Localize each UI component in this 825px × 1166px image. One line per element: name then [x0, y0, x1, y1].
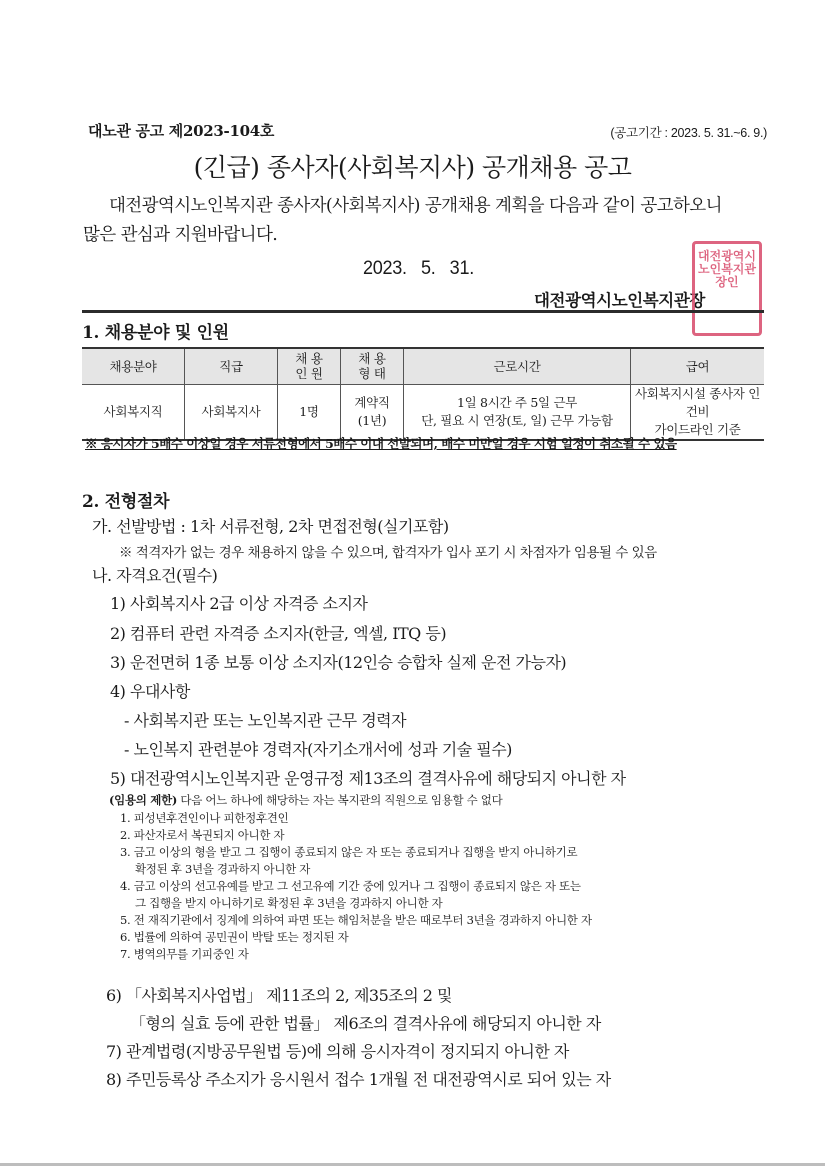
- col-header-hours: 근로시간: [404, 348, 631, 384]
- qualification-item: 4) 우대사항: [110, 682, 190, 701]
- table-row: [82, 384, 764, 440]
- qualification-item: 3) 운전면허 1종 보통 이상 소지자(12인승 승합차 실제 운전 가능자): [110, 653, 567, 672]
- restriction-item: 2. 파산자로서 복권되지 아니한 자: [120, 828, 285, 842]
- selection-method: 가. 선발방법 : 1차 서류전형, 2차 면접전형(실기포함): [92, 517, 449, 536]
- preference-item: - 사회복지관 또는 노인복지관 근무 경력자: [124, 711, 407, 730]
- restriction-intro: [109, 792, 502, 808]
- col-header-type: 채 용 형 태: [341, 348, 404, 384]
- restriction-item: 4. 금고 이상의 선고유예를 받고 그 선고유예 기간 중에 있거나 그 집행이 종료되지 않은 자 또는: [120, 879, 581, 893]
- divider-rule: [82, 310, 764, 313]
- posting-period: (공고기간 : 2023. 5. 31.~6. 9.): [610, 126, 767, 140]
- col-header-headcount: 채 용 인 원: [278, 348, 341, 384]
- restriction-item: 5. 전 재직기관에서 징계에 의하여 파면 또는 해임처분을 받은 때로부터 3년을 경과하지 아니한 자: [120, 913, 592, 927]
- restriction-item: 7. 병역의무를 기피중인 자: [120, 947, 249, 961]
- col-header-rank: 직급: [185, 348, 278, 384]
- section-heading-procedure: 2. 전형절차: [82, 492, 170, 512]
- cell-headcount: 1명: [278, 384, 341, 440]
- qualification-item: 6) 「사회복지사업법」 제11조의 2, 제35조의 2 및: [106, 986, 452, 1005]
- qualifications-heading: 나. 자격요건(필수): [92, 566, 218, 585]
- issue-date: 2023. 5. 31.: [363, 258, 474, 279]
- section-heading-recruitment: 1. 채용분야 및 인원: [82, 323, 229, 343]
- restriction-item: 3. 금고 이상의 형을 받고 그 집행이 종료되지 않은 자 또는 종료되거나 집행을 받지 아니하기로: [120, 845, 578, 859]
- col-header-pay: 급여: [631, 348, 765, 384]
- col-header-field: 채용분야: [82, 348, 185, 384]
- restriction-item-continued: 그 집행을 받지 아니하기로 확정된 후 3년을 경과하지 아니한 자: [135, 896, 443, 910]
- official-seal-stamp: 대전광역시노인복지관장인: [692, 241, 762, 336]
- doc-number: 대노관 공고 제2023-104호: [88, 122, 275, 140]
- restriction-item-continued: 확정된 후 3년을 경과하지 아니한 자: [135, 862, 311, 876]
- cell-rank: 사회복지사: [185, 384, 278, 440]
- qualification-item: 1) 사회복지사 2급 이상 자격증 소지자: [110, 594, 368, 613]
- intro-paragraph: [83, 192, 773, 250]
- intro-line-2: 많은 관심과 지원바랍니다.: [83, 225, 278, 245]
- page-title: (긴급) 종사자(사회복지사) 공개채용 공고: [193, 153, 632, 182]
- qualification-item: 7) 관계법령(지방공무원법 등)에 의해 응시자격이 정지되지 아니한 자: [106, 1042, 569, 1061]
- issuer-name: 대전광역시노인복지관장: [534, 291, 705, 310]
- restriction-item: 6. 법률에 의하여 공민권이 박탈 또는 정지된 자: [120, 930, 349, 944]
- qualification-item: 8) 주민등록상 주소지가 응시원서 접수 1개월 전 대전광역시로 되어 있는 자: [106, 1070, 611, 1089]
- restriction-text: 다음 어느 하나에 해당하는 자는 복지관의 직원으로 임용할 수 없다: [177, 793, 503, 807]
- qualification-item: 2) 컴퓨터 관련 자격증 소지자(한글, 엑셀, ITQ 등): [110, 624, 447, 643]
- qualification-item-continued: 「형의 실효 등에 관한 법률」 제6조의 결격사유에 해당되지 아니한 자: [130, 1014, 601, 1033]
- selection-method-note: ※ 적격자가 없는 경우 채용하지 않을 수 있으며, 합격자가 입사 포기 시 차점자가 임용될 수 있음: [119, 545, 657, 561]
- cell-field: 사회복지직: [82, 384, 185, 440]
- cell-hours: 1일 8시간 주 5일 근무 단, 필요 시 연장(토, 일) 근무 가능함: [404, 384, 631, 440]
- recruitment-table: [82, 347, 764, 441]
- intro-line-1: 대전광역시노인복지관 종사자(사회복지사) 공개채용 계획을 다음과 같이 공고하오니: [109, 196, 722, 216]
- cell-type: 계약직 (1년): [341, 384, 404, 440]
- screening-note: ※ 응시자가 5배수 이상일 경우 서류전형에서 5배수 이내 선발되며, 배수 미만일 경우 시험 일정이 취소될 수 있음: [85, 436, 677, 451]
- qualification-item: 5) 대전광역시노인복지관 운영규정 제13조의 결격사유에 해당되지 아니한 자: [110, 769, 626, 788]
- restriction-label: (임용의 제한): [109, 793, 178, 807]
- table-header-row: [82, 348, 764, 384]
- restriction-item: 1. 피성년후견인이나 피한정후견인: [120, 811, 289, 825]
- cell-pay: 사회복지시설 종사자 인건비 가이드라인 기준: [631, 384, 765, 440]
- preference-item: - 노인복지 관련분야 경력자(자기소개서에 성과 기술 필수): [124, 740, 512, 759]
